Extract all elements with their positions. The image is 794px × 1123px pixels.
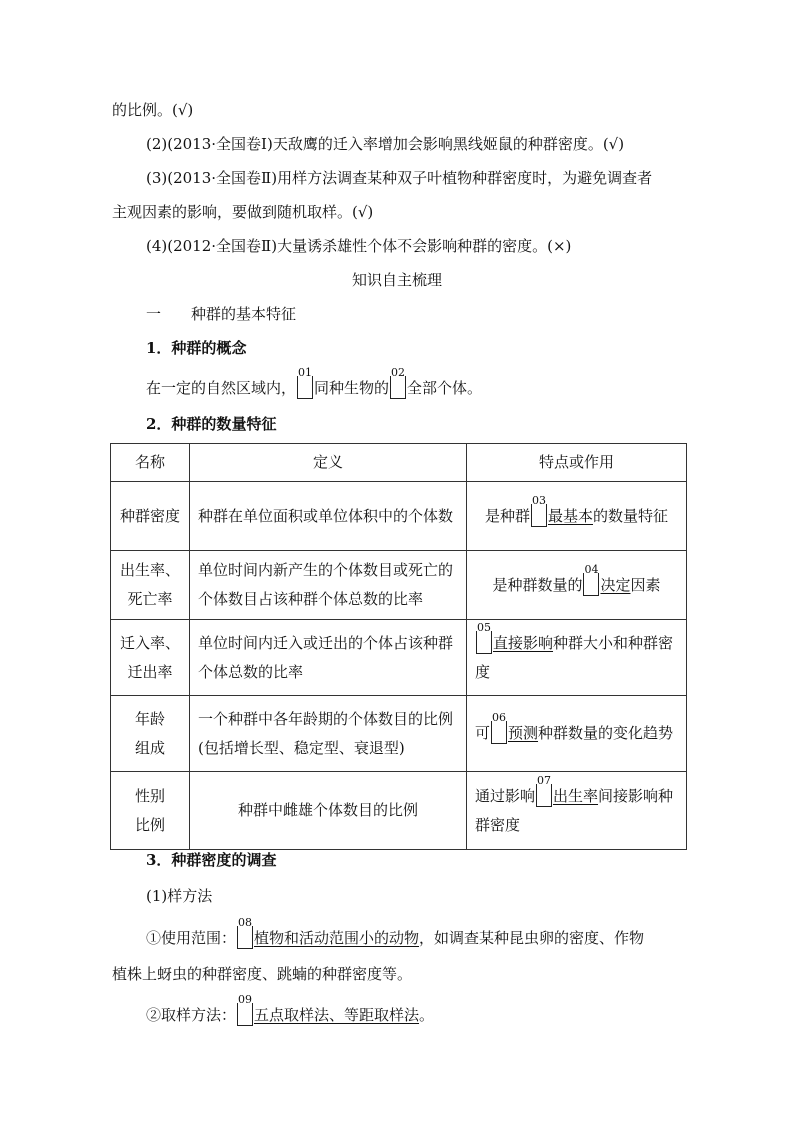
blank-03: 03	[531, 504, 547, 527]
table-row	[111, 482, 687, 551]
feature-table	[110, 443, 687, 850]
question-3-cont: 主观因素的影响，要做到随机取样。(√)	[112, 203, 374, 221]
row-definition: 一个种群中各年龄期的个体数目的比例(包括增长型、稳定型、衰退型)	[190, 696, 467, 772]
section-title: 知识自主梳理	[351, 271, 442, 289]
blank-02: 02	[390, 376, 406, 399]
question-3: (3)(2013·全国卷Ⅱ)用样方法调查某种双子叶植物种群密度时，为避免调查者	[146, 169, 653, 187]
row-feature: 通过影响 07 出生率间接影响种群密度	[467, 772, 687, 850]
concept-answer-1: 同种生物的	[314, 379, 390, 397]
sampling-method-answer: 五点取样法、等距取样法	[254, 1006, 420, 1024]
table-header-row	[111, 444, 687, 482]
table-row	[111, 620, 687, 696]
part-title: 一 种群的基本特征	[146, 305, 297, 323]
use-range-answer: 植物和活动范围小的动物	[254, 929, 420, 947]
concept-answer-2: 全部个体。	[407, 379, 483, 397]
sampling-method-line: ②取样方法： 09 五点取样法、等距取样法。	[146, 993, 435, 1024]
blank-09: 09	[237, 1003, 253, 1026]
question-2: (2)(2013·全国卷Ⅰ)天敌鹰的迁入率增加会影响黑线姬鼠的种群密度。(√)	[146, 135, 625, 153]
table-row	[111, 696, 687, 772]
blank-06: 06	[491, 721, 507, 744]
concept-text: 在一定的自然区域内，	[146, 379, 297, 397]
row-name: 种群密度	[111, 482, 190, 551]
header-definition: 定义	[190, 444, 467, 482]
table-row	[111, 772, 687, 850]
blank-01: 01	[297, 376, 313, 399]
row-feature: 05 直接影响种群大小和种群密度	[467, 620, 687, 696]
row-feature: 可 06 预测种群数量的变化趋势	[467, 696, 687, 772]
table-row	[111, 551, 687, 620]
row-name: 年龄 组成	[111, 696, 190, 772]
row-feature: 是种群数量的 04 决定因素	[467, 551, 687, 620]
use-range-line: ①使用范围： 08 植物和活动范围小的动物，如调查某种昆虫卵的密度、作物	[146, 916, 645, 947]
row-definition: 单位时间内新产生的个体数目或死亡的个体数目占该种群个体总数的比率	[190, 551, 467, 620]
blank-04: 04	[583, 573, 599, 596]
blank-07: 07	[536, 784, 552, 807]
row-feature: 是种群 03 最基本的数量特征	[467, 482, 687, 551]
survey-heading: 3．种群密度的调查	[146, 851, 277, 869]
row-definition: 单位时间内迁入或迁出的个体占该种群个体总数的比率	[190, 620, 467, 696]
header-name: 名称	[111, 444, 190, 482]
concept-heading: 1．种群的概念	[146, 339, 247, 357]
header-feature: 特点或作用	[467, 444, 687, 482]
concept-line	[146, 366, 483, 399]
row-definition: 种群在单位面积或单位体积中的个体数	[190, 482, 467, 551]
use-range-cont: 植株上蚜虫的种群密度、跳蝻的种群密度等。	[112, 965, 413, 983]
question-tail: 的比例。(√)	[112, 101, 194, 119]
row-name: 性别 比例	[111, 772, 190, 850]
blank-05: 05	[476, 631, 492, 654]
row-definition: 种群中雌雄个体数目的比例	[190, 772, 467, 850]
question-4: (4)(2012·全国卷Ⅱ)大量诱杀雄性个体不会影响种群的密度。(×)	[146, 237, 572, 255]
row-name: 出生率、 死亡率	[111, 551, 190, 620]
quantity-heading: 2．种群的数量特征	[146, 415, 277, 433]
blank-08: 08	[237, 926, 253, 949]
row-name: 迁入率、 迁出率	[111, 620, 190, 696]
quadrat-heading: (1)样方法	[146, 887, 213, 905]
